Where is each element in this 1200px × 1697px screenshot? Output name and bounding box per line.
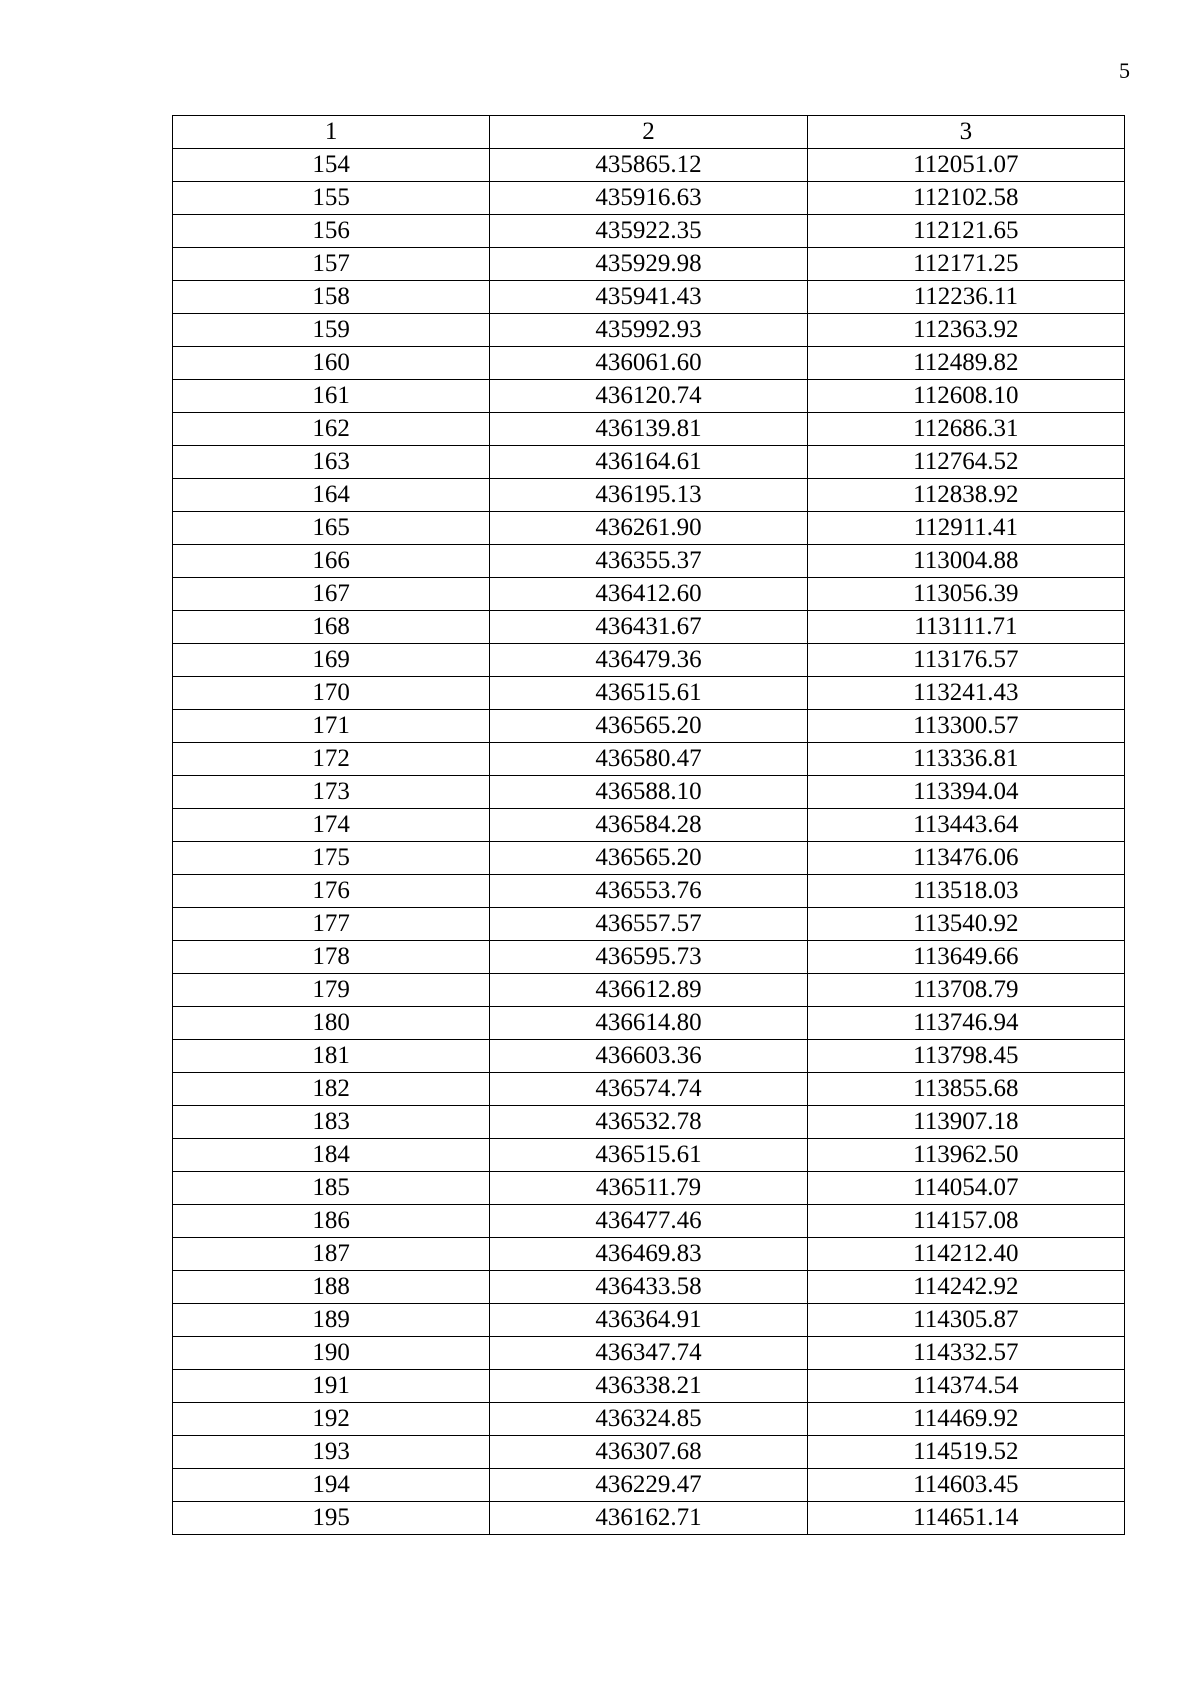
point-number-cell: 168 (173, 611, 490, 644)
table-row (173, 1205, 1125, 1238)
coordinate-y-cell: 114054.07 (807, 1172, 1124, 1205)
point-number-cell: 158 (173, 281, 490, 314)
coordinate-y-cell: 113708.79 (807, 974, 1124, 1007)
table-row (173, 908, 1125, 941)
point-number-cell: 160 (173, 347, 490, 380)
coordinate-x-cell: 436195.13 (490, 479, 807, 512)
coordinate-y-cell: 114212.40 (807, 1238, 1124, 1271)
coordinate-x-cell: 436532.78 (490, 1106, 807, 1139)
coordinate-x-cell: 435922.35 (490, 215, 807, 248)
coordinate-y-cell: 114332.57 (807, 1337, 1124, 1370)
table-row (173, 1337, 1125, 1370)
coordinate-y-cell: 113518.03 (807, 875, 1124, 908)
table-row (173, 1073, 1125, 1106)
point-number-cell: 155 (173, 182, 490, 215)
point-number-cell: 180 (173, 1007, 490, 1040)
point-number-cell: 170 (173, 677, 490, 710)
coordinate-x-cell: 435865.12 (490, 149, 807, 182)
point-number-cell: 174 (173, 809, 490, 842)
point-number-cell: 182 (173, 1073, 490, 1106)
coordinate-x-cell: 436479.36 (490, 644, 807, 677)
table-row (173, 941, 1125, 974)
point-number-cell: 178 (173, 941, 490, 974)
table-row (173, 710, 1125, 743)
point-number-cell: 154 (173, 149, 490, 182)
coordinate-y-cell: 112686.31 (807, 413, 1124, 446)
coordinate-x-cell: 436338.21 (490, 1370, 807, 1403)
point-number-cell: 175 (173, 842, 490, 875)
coordinate-y-cell: 113855.68 (807, 1073, 1124, 1106)
table-row (173, 1007, 1125, 1040)
table-row (173, 578, 1125, 611)
table-row (173, 1304, 1125, 1337)
coordinate-y-cell: 112838.92 (807, 479, 1124, 512)
coordinate-y-cell: 113907.18 (807, 1106, 1124, 1139)
point-number-cell: 173 (173, 776, 490, 809)
point-number-cell: 167 (173, 578, 490, 611)
coordinate-y-cell: 112764.52 (807, 446, 1124, 479)
table-row (173, 677, 1125, 710)
coordinate-y-cell: 113300.57 (807, 710, 1124, 743)
coordinate-y-cell: 113540.92 (807, 908, 1124, 941)
coordinate-x-cell: 436565.20 (490, 710, 807, 743)
coordinate-x-cell: 436603.36 (490, 1040, 807, 1073)
coordinate-y-cell: 113336.81 (807, 743, 1124, 776)
coordinate-y-cell: 113649.66 (807, 941, 1124, 974)
coordinate-x-cell: 436574.74 (490, 1073, 807, 1106)
point-number-cell: 157 (173, 248, 490, 281)
table-row (173, 1271, 1125, 1304)
coordinate-x-cell: 435929.98 (490, 248, 807, 281)
coordinate-x-cell: 436229.47 (490, 1469, 807, 1502)
table-row (173, 281, 1125, 314)
coordinate-y-cell: 114242.92 (807, 1271, 1124, 1304)
coordinate-x-cell: 436433.58 (490, 1271, 807, 1304)
coordinate-y-cell: 113746.94 (807, 1007, 1124, 1040)
coordinate-y-cell: 114519.52 (807, 1436, 1124, 1469)
table-row (173, 1370, 1125, 1403)
table-row (173, 215, 1125, 248)
point-number-cell: 187 (173, 1238, 490, 1271)
coordinate-x-cell: 436595.73 (490, 941, 807, 974)
table-row (173, 1172, 1125, 1205)
coordinate-y-cell: 113111.71 (807, 611, 1124, 644)
coordinate-x-cell: 436557.57 (490, 908, 807, 941)
point-number-cell: 194 (173, 1469, 490, 1502)
coordinate-x-cell: 436261.90 (490, 512, 807, 545)
coordinate-y-cell: 112236.11 (807, 281, 1124, 314)
coordinate-x-cell: 436355.37 (490, 545, 807, 578)
coordinate-y-cell: 114603.45 (807, 1469, 1124, 1502)
table-row (173, 347, 1125, 380)
point-number-cell: 161 (173, 380, 490, 413)
coordinate-x-cell: 436431.67 (490, 611, 807, 644)
coordinate-x-cell: 436565.20 (490, 842, 807, 875)
table-row (173, 1040, 1125, 1073)
point-number-cell: 189 (173, 1304, 490, 1337)
point-number-cell: 169 (173, 644, 490, 677)
coordinate-y-cell: 112121.65 (807, 215, 1124, 248)
table-row (173, 644, 1125, 677)
point-number-cell: 156 (173, 215, 490, 248)
coordinate-x-cell: 436139.81 (490, 413, 807, 446)
point-number-cell: 181 (173, 1040, 490, 1073)
coordinate-y-cell: 114305.87 (807, 1304, 1124, 1337)
point-number-cell: 192 (173, 1403, 490, 1436)
table-row (173, 446, 1125, 479)
point-number-cell: 165 (173, 512, 490, 545)
coordinate-y-cell: 112608.10 (807, 380, 1124, 413)
table-row (173, 611, 1125, 644)
column-header-3: 3 (807, 116, 1124, 149)
coordinate-y-cell: 113798.45 (807, 1040, 1124, 1073)
table-row (173, 1469, 1125, 1502)
coordinate-x-cell: 436469.83 (490, 1238, 807, 1271)
point-number-cell: 191 (173, 1370, 490, 1403)
point-number-cell: 193 (173, 1436, 490, 1469)
point-number-cell: 176 (173, 875, 490, 908)
table-row (173, 1502, 1125, 1535)
table-body (173, 149, 1125, 1535)
table-row (173, 842, 1125, 875)
coordinate-x-cell: 435941.43 (490, 281, 807, 314)
coordinate-x-cell: 436162.71 (490, 1502, 807, 1535)
coordinate-x-cell: 436164.61 (490, 446, 807, 479)
point-number-cell: 190 (173, 1337, 490, 1370)
coordinate-y-cell: 112171.25 (807, 248, 1124, 281)
coordinate-x-cell: 436584.28 (490, 809, 807, 842)
point-number-cell: 163 (173, 446, 490, 479)
table-row (173, 1238, 1125, 1271)
table-row (173, 479, 1125, 512)
point-number-cell: 184 (173, 1139, 490, 1172)
coordinate-x-cell: 436580.47 (490, 743, 807, 776)
page-number: 5 (1119, 58, 1130, 83)
point-number-cell: 162 (173, 413, 490, 446)
coordinate-x-cell: 436120.74 (490, 380, 807, 413)
coordinate-y-cell: 113476.06 (807, 842, 1124, 875)
table-row (173, 149, 1125, 182)
coordinate-x-cell: 435916.63 (490, 182, 807, 215)
coordinate-y-cell: 112363.92 (807, 314, 1124, 347)
table-row (173, 512, 1125, 545)
header-row (173, 116, 1125, 149)
table-row (173, 974, 1125, 1007)
table-row (173, 1403, 1125, 1436)
coordinates-table (172, 115, 1125, 1535)
coordinate-y-cell: 114374.54 (807, 1370, 1124, 1403)
table-row (173, 1436, 1125, 1469)
table-row (173, 776, 1125, 809)
coordinate-y-cell: 113962.50 (807, 1139, 1124, 1172)
table-row (173, 809, 1125, 842)
coordinate-x-cell: 436612.89 (490, 974, 807, 1007)
coordinate-x-cell: 436364.91 (490, 1304, 807, 1337)
point-number-cell: 164 (173, 479, 490, 512)
column-header-2: 2 (490, 116, 807, 149)
coordinate-y-cell: 112102.58 (807, 182, 1124, 215)
table-row (173, 182, 1125, 215)
coordinate-x-cell: 436511.79 (490, 1172, 807, 1205)
point-number-cell: 166 (173, 545, 490, 578)
coordinate-y-cell: 114651.14 (807, 1502, 1124, 1535)
coordinate-y-cell: 112489.82 (807, 347, 1124, 380)
coordinate-y-cell: 114157.08 (807, 1205, 1124, 1238)
table-row (173, 380, 1125, 413)
point-number-cell: 183 (173, 1106, 490, 1139)
coordinate-y-cell: 112911.41 (807, 512, 1124, 545)
coordinate-x-cell: 436347.74 (490, 1337, 807, 1370)
coordinate-y-cell: 113056.39 (807, 578, 1124, 611)
table-row (173, 875, 1125, 908)
point-number-cell: 179 (173, 974, 490, 1007)
point-number-cell: 188 (173, 1271, 490, 1304)
coordinate-y-cell: 113241.43 (807, 677, 1124, 710)
table-row (173, 413, 1125, 446)
coordinate-x-cell: 436477.46 (490, 1205, 807, 1238)
point-number-cell: 172 (173, 743, 490, 776)
coordinate-y-cell: 112051.07 (807, 149, 1124, 182)
coordinate-y-cell: 113394.04 (807, 776, 1124, 809)
point-number-cell: 186 (173, 1205, 490, 1238)
point-number-cell: 185 (173, 1172, 490, 1205)
coordinate-x-cell: 435992.93 (490, 314, 807, 347)
coordinate-x-cell: 436324.85 (490, 1403, 807, 1436)
point-number-cell: 171 (173, 710, 490, 743)
coordinate-y-cell: 113176.57 (807, 644, 1124, 677)
column-header-1: 1 (173, 116, 490, 149)
table-row (173, 1106, 1125, 1139)
coordinate-x-cell: 436412.60 (490, 578, 807, 611)
point-number-cell: 177 (173, 908, 490, 941)
point-number-cell: 195 (173, 1502, 490, 1535)
coordinate-x-cell: 436515.61 (490, 677, 807, 710)
table-row (173, 1139, 1125, 1172)
coordinate-x-cell: 436614.80 (490, 1007, 807, 1040)
coordinate-x-cell: 436061.60 (490, 347, 807, 380)
point-number-cell: 159 (173, 314, 490, 347)
coordinate-x-cell: 436307.68 (490, 1436, 807, 1469)
table-row (173, 545, 1125, 578)
coordinate-x-cell: 436553.76 (490, 875, 807, 908)
coordinate-y-cell: 113443.64 (807, 809, 1124, 842)
table-header (173, 116, 1125, 149)
table-row (173, 248, 1125, 281)
coordinate-y-cell: 114469.92 (807, 1403, 1124, 1436)
coordinate-y-cell: 113004.88 (807, 545, 1124, 578)
coordinate-x-cell: 436588.10 (490, 776, 807, 809)
coordinate-x-cell: 436515.61 (490, 1139, 807, 1172)
table-row (173, 314, 1125, 347)
table-row (173, 743, 1125, 776)
